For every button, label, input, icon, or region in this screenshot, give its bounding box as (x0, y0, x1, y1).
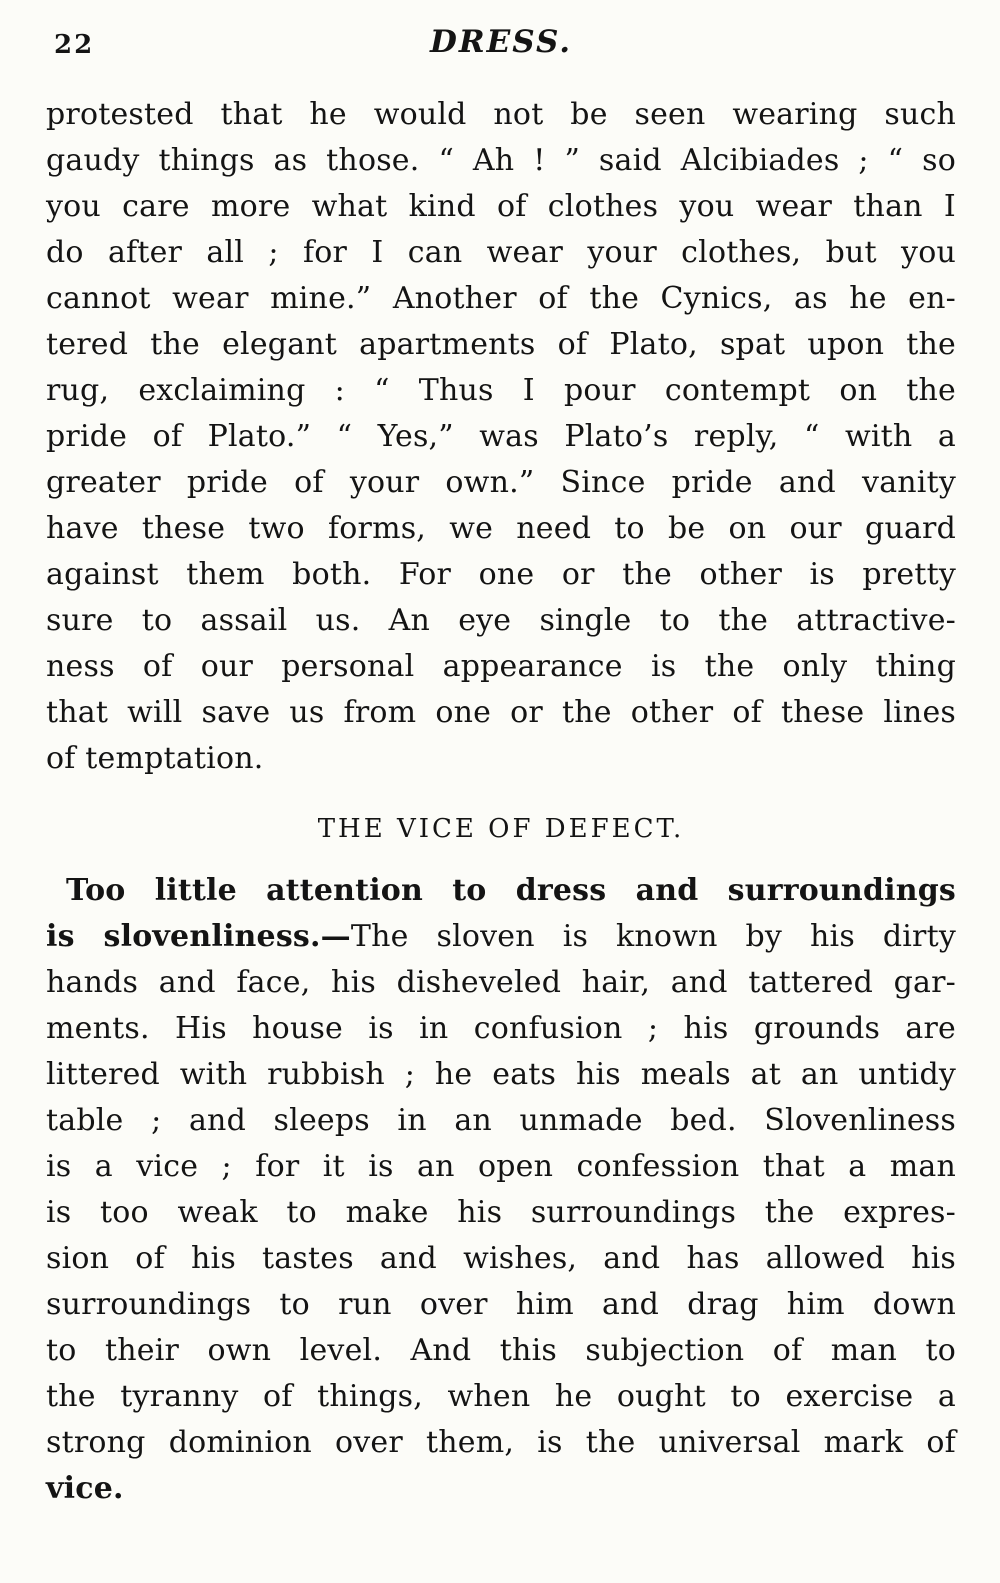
text-line: littered with rubbish ; he eats his meals at an untidy (46, 1057, 956, 1092)
paragraph (46, 868, 956, 1512)
text-line (46, 914, 956, 960)
text-line: is a vice ; for it is an open confession that a man (46, 1149, 956, 1184)
text-line: have these two forms, we need to be on our guard (46, 511, 956, 546)
text-line: hands and face, his disheveled hair, and tattered gar- (46, 965, 956, 1000)
text-line: sure to assail us. An eye single to the attractive- (46, 603, 956, 638)
text-line: table ; and sleeps in an unmade bed. Slovenliness (46, 1103, 956, 1138)
text-line: that will save us from one or the other of these lines (46, 695, 956, 730)
text-line: protested that he would not be seen wearing such (46, 97, 956, 132)
page-header (46, 24, 956, 76)
text-line: greater pride of your own.” Since pride and vanity (46, 465, 956, 500)
text-line: cannot wear mine.” Another of the Cynics, as he en- (46, 281, 956, 316)
text-line: against them both. For one or the other is pretty (46, 557, 956, 592)
text-line: strong dominion over them, is the universal mark of (46, 1425, 956, 1460)
text-line: you care more what kind of clothes you wear than I (46, 189, 956, 224)
bold-lead-text: is slovenliness.— (46, 919, 351, 954)
text-line: gaudy things as those. “ Ah ! ” said Alcibiades ; “ so (46, 143, 956, 178)
text-line: the tyranny of things, when he ought to exercise a (46, 1379, 956, 1414)
text-line: vice. (46, 1471, 124, 1506)
text-line: to their own level. And this subjection of man to (46, 1333, 956, 1368)
text-line: tered the elegant apartments of Plato, spat upon the (46, 327, 956, 362)
section-heading: THE VICE OF DEFECT. (317, 814, 685, 844)
text-run: The sloven is known by his dirty (350, 919, 957, 954)
text-line: ments. His house is in confusion ; his grounds are (46, 1011, 956, 1046)
page-number: 22 (54, 30, 95, 60)
text-line: ness of our personal appearance is the only thing (46, 649, 956, 684)
text-line: sion of his tastes and wishes, and has allowed his (46, 1241, 956, 1276)
text-line: do after all ; for I can wear your clothes, but you (46, 235, 956, 270)
text-line: of temptation. (46, 741, 264, 776)
paragraph (46, 92, 956, 782)
text-line: pride of Plato.” “ Yes,” was Plato’s reply, “ with a (46, 419, 956, 454)
running-header-title: DRESS. (429, 24, 573, 60)
text-line: is too weak to make his surroundings the expres- (46, 1195, 956, 1230)
text-line: rug, exclaiming : “ Thus I pour contempt on the (46, 373, 956, 408)
text-line: Too little attention to dress and surroundings (66, 873, 956, 908)
text-line: surroundings to run over him and drag him down (46, 1287, 956, 1322)
